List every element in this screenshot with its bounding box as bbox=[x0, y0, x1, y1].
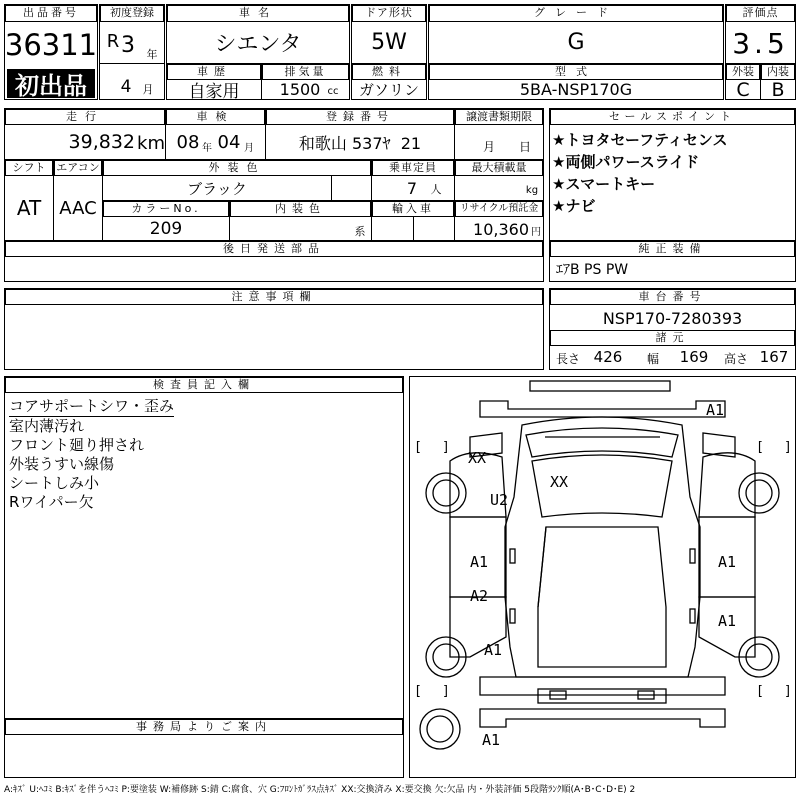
max-load-unit: kg bbox=[525, 184, 539, 196]
remark-item: コアサポートシワ・歪み bbox=[9, 397, 175, 415]
exterior-grade: C bbox=[736, 79, 750, 100]
bracket-open: [ bbox=[756, 440, 764, 455]
inspection-month: 04 bbox=[217, 131, 241, 153]
displacement-label: 排気量 bbox=[262, 64, 349, 80]
bracket-close: ] bbox=[442, 440, 450, 455]
damage-a1-left-wheel: A1 bbox=[484, 641, 503, 659]
shift: AT bbox=[16, 196, 42, 220]
transfer-label: 譲渡書類期限 bbox=[455, 109, 543, 125]
sales-points-label: セールスポイント bbox=[550, 109, 795, 125]
remark-item: シートしみ小 bbox=[9, 474, 100, 492]
mileage: 39,832 bbox=[68, 131, 135, 153]
history-label: 車歴 bbox=[167, 64, 261, 80]
width: 169 bbox=[679, 348, 709, 366]
fuel-label: 燃料 bbox=[352, 64, 426, 80]
dims-label: 諸元 bbox=[550, 330, 795, 346]
first-registration-label: 初度登録 bbox=[100, 5, 164, 22]
notes-label: 注意事項欄 bbox=[5, 289, 543, 305]
inspection-label: 車検 bbox=[166, 109, 265, 125]
height: 167 bbox=[759, 348, 789, 366]
damage-a1-right-rear: A1 bbox=[718, 612, 737, 630]
recycle-box bbox=[454, 200, 544, 241]
color-no-box bbox=[102, 200, 230, 241]
first-listing-badge: 初出品 bbox=[7, 69, 95, 98]
interior-grade-box bbox=[760, 63, 796, 100]
notes-box bbox=[4, 288, 544, 370]
damage-a1-rear: A1 bbox=[482, 731, 501, 749]
shift-box bbox=[4, 159, 54, 241]
door-type-box bbox=[351, 4, 427, 64]
later-parts-box bbox=[4, 240, 544, 282]
inspection-year: 08 bbox=[176, 131, 200, 153]
bracket-open: [ bbox=[414, 684, 422, 699]
transfer-month-unit: 月 bbox=[482, 139, 495, 154]
aircon: AAC bbox=[59, 197, 97, 219]
damage-a1-right-front: A1 bbox=[718, 553, 737, 571]
lot-number-label: 出品番号 bbox=[5, 5, 97, 22]
shift-label: シフト bbox=[5, 160, 53, 176]
max-load-box bbox=[454, 159, 544, 201]
history-box bbox=[166, 63, 262, 100]
legend-footer: A:ｷｽﾞ U:ﾍｺﾐ B:ｷｽﾞを伴うﾍｺﾐ P:要塗装 W:補修跡 S:錆 C:腐食、穴 G:ﾌﾛﾝﾄｶﾞﾗｽ点ｷｽﾞ XX:交換済み X:要交換 欠:欠品 内・外装評価 5段階ﾗﾝｸ順(A･B･C･D･E) 2 bbox=[4, 784, 636, 795]
sales-point: ★スマートキー bbox=[552, 175, 656, 193]
inspection-month-unit: 月 bbox=[244, 142, 254, 154]
seats: 7 bbox=[406, 178, 418, 198]
chassis-box bbox=[549, 288, 796, 370]
damage-a1-left-front: A1 bbox=[470, 553, 489, 571]
seats-unit: 人 bbox=[430, 183, 442, 196]
car-name-label: 車名 bbox=[167, 5, 349, 22]
equipment: ｴｱB PS PW bbox=[556, 262, 629, 278]
grade-label: グレード bbox=[429, 5, 723, 22]
car-name-box bbox=[166, 4, 350, 64]
length: 426 bbox=[593, 348, 623, 366]
bracket-open: [ bbox=[414, 440, 422, 455]
model: 5BA-NSP170G bbox=[519, 80, 633, 99]
color-no: 209 bbox=[149, 219, 183, 239]
import-label: 輸入車 bbox=[372, 201, 454, 217]
sales-point: ★トヨタセーフティセンス bbox=[552, 131, 728, 149]
car-diagram-box bbox=[409, 376, 796, 778]
sales-points-box bbox=[549, 108, 796, 241]
model-box bbox=[428, 63, 724, 100]
door-type: 5W bbox=[371, 30, 407, 55]
transfer-box bbox=[454, 108, 544, 160]
remark-item: フロント廻り押され bbox=[9, 436, 145, 454]
seats-label: 乗車定員 bbox=[372, 160, 454, 176]
width-label: 幅 bbox=[646, 351, 659, 366]
mileage-box bbox=[4, 108, 166, 160]
score-label: 評価点 bbox=[726, 5, 795, 22]
lot-number-box bbox=[4, 4, 98, 100]
exterior-grade-box bbox=[725, 63, 761, 100]
door-type-label: ドア形状 bbox=[352, 5, 426, 22]
reg-year-unit: 年 bbox=[146, 48, 158, 61]
equipment-label: 純正装備 bbox=[550, 241, 795, 257]
sales-point: ★両側パワースライド bbox=[552, 153, 700, 171]
interior-color-box bbox=[229, 200, 372, 241]
recycle-unit: 円 bbox=[531, 226, 541, 238]
mileage-label: 走行 bbox=[5, 109, 165, 125]
damage-xx-hood: XX bbox=[468, 449, 487, 467]
model-label: 型式 bbox=[429, 64, 723, 80]
remark-item: Rワイパー欠 bbox=[9, 493, 94, 511]
interior-color-unit: 系 bbox=[354, 225, 366, 238]
recycle-label: リサイクル預託金 bbox=[455, 201, 543, 217]
seats-box bbox=[371, 159, 455, 201]
bracket-open: [ bbox=[756, 684, 764, 699]
fuel-box bbox=[351, 63, 427, 100]
exterior-grade-label: 外装 bbox=[726, 64, 760, 80]
height-label: 高さ bbox=[723, 351, 748, 366]
mileage-unit: km bbox=[137, 132, 165, 154]
month-box bbox=[99, 63, 165, 100]
inspector-box bbox=[4, 376, 404, 719]
interior-grade-label: 内装 bbox=[761, 64, 795, 80]
car-name: シエンタ bbox=[214, 32, 302, 57]
color-no-label: カラーNo. bbox=[103, 201, 229, 217]
interior-color-label: 内装色 bbox=[230, 201, 371, 217]
bracket-close: ] bbox=[784, 684, 792, 699]
score: 3.5 bbox=[732, 26, 789, 60]
inspector-label: 検査員記入欄 bbox=[5, 377, 403, 393]
reg-month-unit: 月 bbox=[142, 83, 154, 96]
office-notice-box bbox=[4, 718, 404, 778]
damage-a2-left-rear: A2 bbox=[470, 587, 489, 605]
bracket-close: ] bbox=[784, 440, 792, 455]
exterior-color-box bbox=[102, 159, 372, 201]
grade: G bbox=[567, 30, 585, 55]
exterior-color: ブラック bbox=[187, 179, 247, 198]
plate-box bbox=[265, 108, 455, 160]
exterior-color-label: 外装色 bbox=[103, 160, 371, 176]
damage-xx-glass: XX bbox=[550, 473, 569, 491]
remark-item: 外装うすい線傷 bbox=[9, 455, 115, 473]
aircon-box bbox=[53, 159, 103, 241]
damage-u2: U2 bbox=[490, 491, 509, 509]
plate-label: 登録番号 bbox=[266, 109, 454, 125]
exterior-color-divider bbox=[331, 176, 332, 201]
lot-number: 36311 bbox=[5, 28, 97, 62]
length-label: 長さ bbox=[555, 351, 580, 366]
sales-point: ★ナビ bbox=[552, 197, 596, 215]
inspection-box bbox=[165, 108, 266, 160]
bracket-close: ] bbox=[442, 684, 450, 699]
remark-item: 室内薄汚れ bbox=[9, 417, 85, 435]
equipment-box bbox=[549, 240, 796, 282]
reg-year: 3 bbox=[121, 32, 135, 58]
inspector-remarks bbox=[9, 396, 174, 512]
import-divider bbox=[413, 217, 414, 241]
chassis-label: 車台番号 bbox=[550, 289, 795, 305]
later-parts-label: 後日発送部品 bbox=[5, 241, 543, 257]
fuel: ガソリン bbox=[358, 81, 419, 99]
sales-points-list bbox=[552, 129, 727, 217]
max-load-label: 最大積載量 bbox=[455, 160, 543, 176]
displacement-unit: cc bbox=[327, 85, 339, 97]
era-letter: R bbox=[106, 30, 120, 52]
first-registration-box bbox=[99, 4, 165, 64]
inspection-year-unit: 年 bbox=[202, 142, 212, 154]
displacement: 1500 bbox=[279, 80, 321, 99]
score-box bbox=[725, 4, 796, 64]
import-box bbox=[371, 200, 455, 241]
reg-month: 4 bbox=[120, 77, 132, 97]
interior-grade: B bbox=[771, 79, 785, 100]
recycle: 10,360 bbox=[473, 219, 529, 239]
car-damage-diagram bbox=[410, 377, 795, 777]
plate: 和歌山 537ﾔ 21 bbox=[298, 133, 422, 153]
displacement-box bbox=[261, 63, 350, 100]
history: 自家用 bbox=[188, 82, 240, 100]
damage-a1-front: A1 bbox=[706, 401, 725, 419]
transfer-day-unit: 日 bbox=[518, 139, 531, 154]
aircon-label: エアコン bbox=[54, 160, 102, 176]
office-notice-label: 事務局よりご案内 bbox=[5, 719, 403, 735]
grade-box bbox=[428, 4, 724, 64]
chassis-number: NSP170-7280393 bbox=[602, 308, 743, 328]
